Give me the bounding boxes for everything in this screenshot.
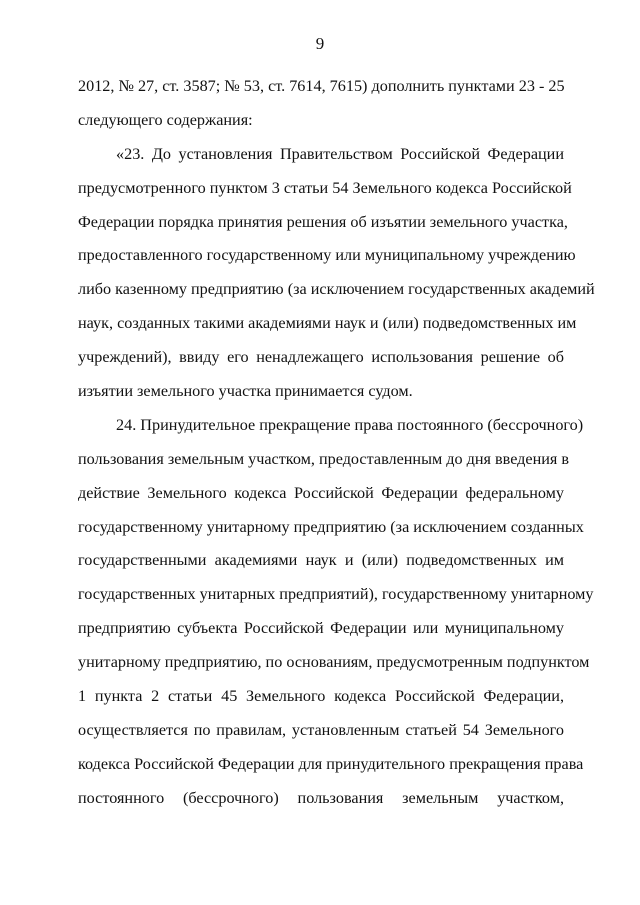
text-line: государственных унитарных предприятий), государственному унитарному xyxy=(78,585,594,604)
text-line: предприятию субъекта Российской Федерации или муниципальному xyxy=(78,619,564,638)
text-line: действие Земельного кодекса Российской Федерации федеральному xyxy=(78,483,564,502)
text-line: 24. Принудительное прекращение права постоянного (бессрочного) xyxy=(116,415,584,434)
text-line: пользования земельным участком, предоставленным до дня введения в xyxy=(78,449,570,468)
text-line: либо казенному предприятию (за исключением государственных академий xyxy=(78,280,595,299)
paragraph-item-24 xyxy=(78,409,594,816)
text-line: наук, созданных такими академиями наук и (или) подведомственных им xyxy=(78,314,577,333)
text-line: учреждений), ввиду его ненадлежащего использования решение об xyxy=(78,348,564,367)
text-line: кодекса Российской Федерации для принудительного прекращения права xyxy=(78,754,584,773)
text-line: государственными академиями наук и (или) подведомственных им xyxy=(78,551,564,570)
text-line: предоставленного государственному или муниципальному учреждению xyxy=(78,246,576,265)
document-body xyxy=(78,70,595,816)
text-line: государственному унитарному предприятию (за исключением созданных xyxy=(78,517,584,536)
text-line: «23. До установления Правительством Российской Федерации xyxy=(116,144,564,163)
page-number: 9 xyxy=(315,34,325,53)
text-line: унитарному предприятию, по основаниям, предусмотренным подпунктом xyxy=(78,653,590,672)
text-line: осуществляется по правилам, установленным статьей 54 Земельного xyxy=(78,720,564,739)
text-line: Федерации порядка принятия решения об изъятии земельного участка, xyxy=(78,212,568,231)
text-line: следующего содержания: xyxy=(78,110,253,129)
text-line: 2012, № 27, ст. 3587; № 53, ст. 7614, 7615) дополнить пунктами 23 - 25 xyxy=(78,77,565,95)
paragraph-item-23 xyxy=(78,138,595,409)
text-line: постоянного (бессрочного) пользования земельным участком, xyxy=(78,788,564,807)
text-line: 1 пункта 2 статьи 45 Земельного кодекса Российской Федерации, xyxy=(78,687,564,706)
text-line: изъятии земельного участка принимается судом. xyxy=(78,382,413,401)
text-line: предусмотренного пунктом 3 статьи 54 Земельного кодекса Российской xyxy=(78,178,572,197)
paragraph-intro xyxy=(78,70,564,138)
